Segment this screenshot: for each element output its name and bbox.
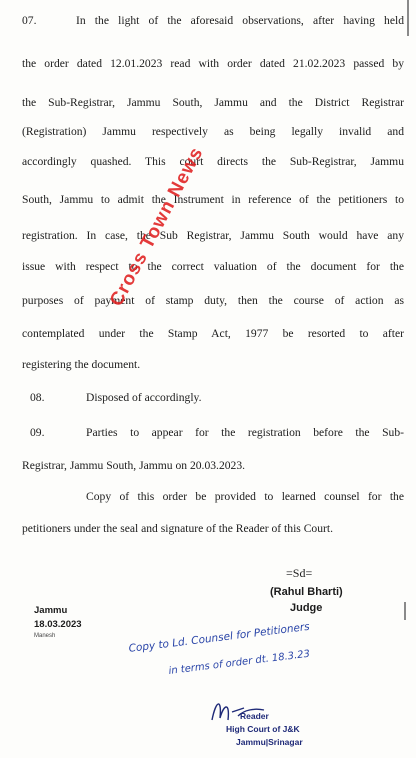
para-07-line-6: South, Jammu to admit the Instrument in reference of the petitioners to	[22, 193, 404, 206]
para-07-line-11: registering the document.	[22, 358, 141, 371]
para-07-line-3: the Sub-Registrar, Jammu South, Jammu and the District Registrar	[22, 96, 404, 109]
para-08-number: 08.	[30, 391, 45, 404]
para-09-line-2: Registrar, Jammu South, Jammu on 20.03.2023.	[22, 459, 246, 472]
stamp-line-1: Reader	[240, 711, 269, 721]
scan-edge-top	[407, 0, 409, 36]
para-07-line-2: the order dated 12.01.2023 read with order dated 21.02.2023 passed by	[22, 57, 404, 70]
para-07-number: 07.	[22, 14, 37, 27]
scan-edge-bottom	[404, 602, 406, 620]
stamp-line-2: High Court of J&K	[226, 724, 300, 734]
copy-order-line-1: Copy of this order be provided to learned counsel for the	[86, 490, 404, 503]
para-07-line-7: registration. In case, the Sub Registrar, Jammu South would have any	[22, 229, 404, 242]
handwritten-line-1: Copy to Ld. Counsel for Petitioners	[128, 620, 311, 655]
para-09-number: 09.	[30, 426, 45, 439]
footer-initials: Manesh	[34, 633, 56, 639]
para-07-line-4: (Registration) Jammu respectively as being legally invalid and	[22, 125, 404, 138]
copy-order-line-2: petitioners under the seal and signature of the Reader of this Court.	[22, 522, 334, 535]
para-07-line-5: accordingly quashed. This court directs the Sub-Registrar, Jammu	[22, 155, 404, 168]
para-07-line-9: purposes of payment of stamp duty, then the course of action as	[22, 294, 404, 307]
para-07-line-1: In the light of the aforesaid observations, after having held	[76, 14, 404, 27]
para-09-line-1: Parties to appear for the registration before the Sub-	[86, 426, 404, 439]
handwritten-line-2: in terms of order dt. 18.3.23	[168, 648, 311, 677]
para-07-line-8: issue with respect to the correct valuation of the document for the	[22, 260, 404, 273]
para-07-line-10: contemplated under the Stamp Act, 1977 be resorted to after	[22, 327, 404, 340]
judge-title: Judge	[290, 602, 323, 614]
footer-place: Jammu	[34, 605, 68, 616]
para-08-text: Disposed of accordingly.	[86, 391, 202, 404]
stamp-line-3: Jammu|Srinagar	[236, 737, 303, 747]
signature-sd: =Sd=	[286, 566, 313, 580]
judge-name: (Rahul Bharti)	[270, 586, 343, 598]
footer-date: 18.03.2023	[34, 619, 82, 630]
cross-town-news-watermark: Cross Town News	[106, 143, 208, 310]
